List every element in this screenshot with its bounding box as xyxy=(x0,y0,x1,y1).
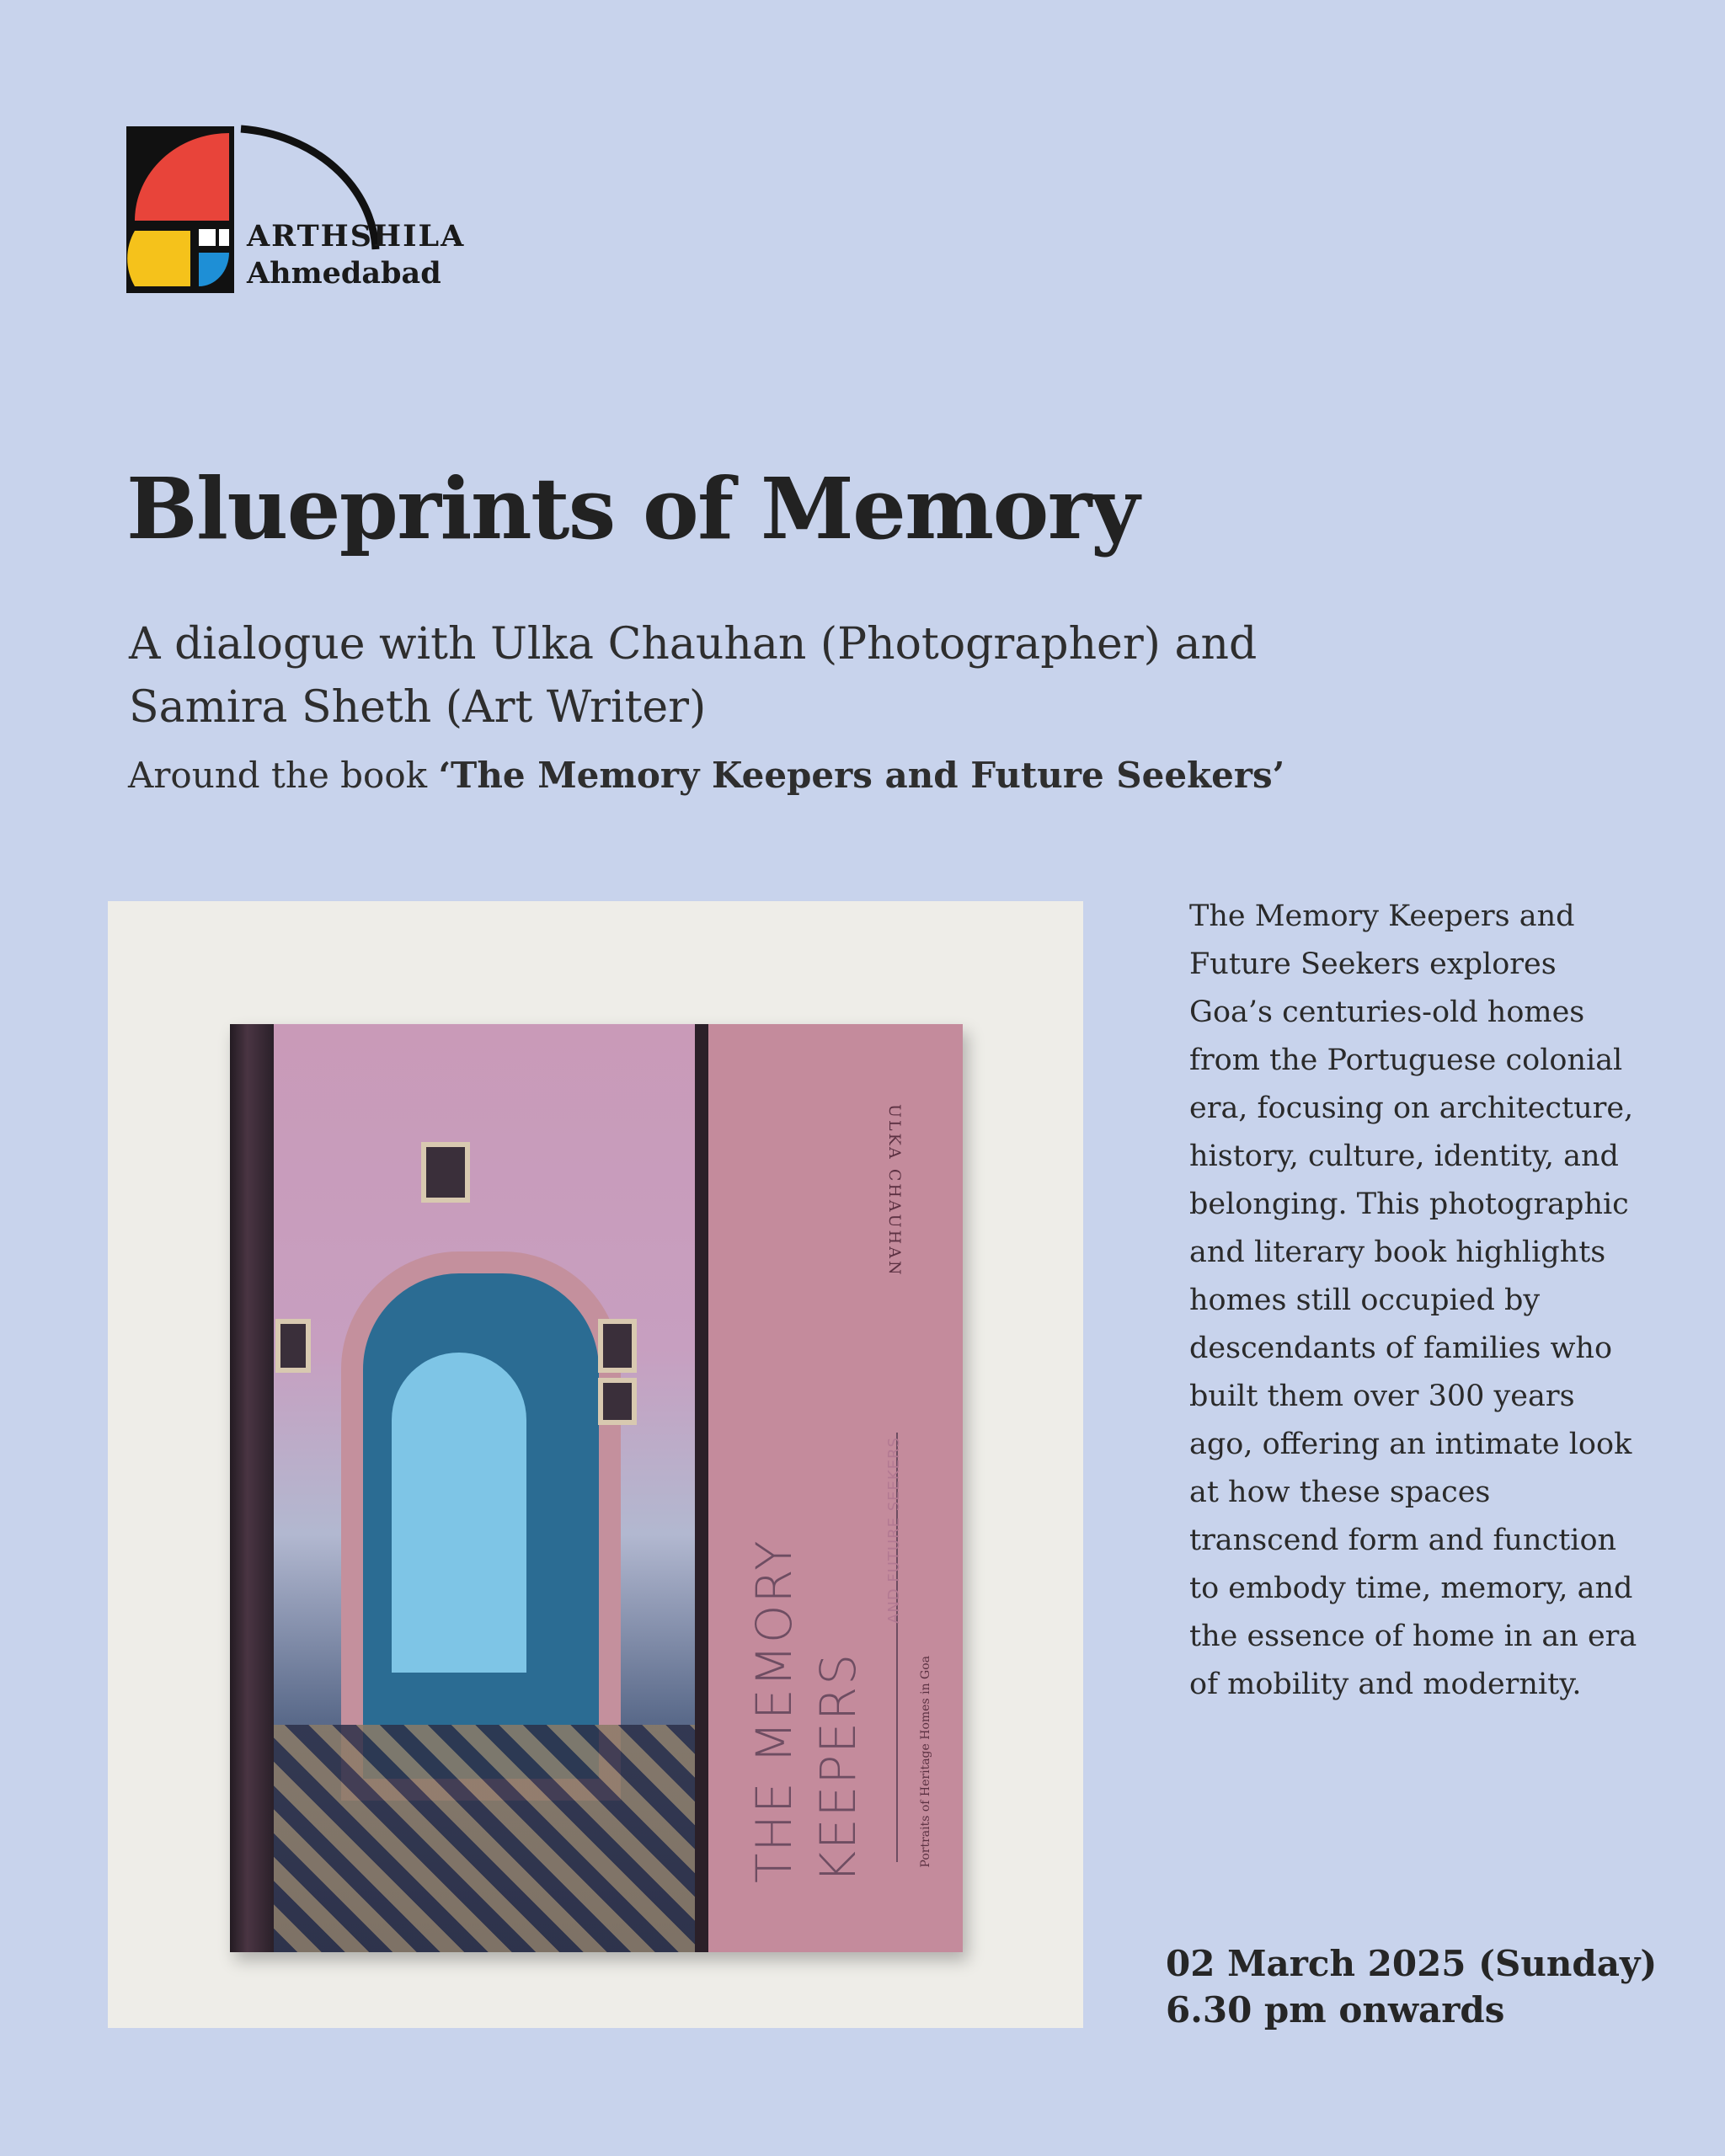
cover-title: THE MEMORY KEEPERS xyxy=(745,1539,867,1883)
event-time: 6.30 pm onwards xyxy=(1166,1989,1505,2031)
event-date: 02 March 2025 (Sunday) xyxy=(1166,1943,1658,1984)
inner-doorway xyxy=(392,1353,526,1673)
wall-portrait xyxy=(598,1378,637,1425)
cover-tagline: Portraits of Heritage Homes in Goa xyxy=(919,1656,932,1868)
event-subtitle: A dialogue with Ulka Chauhan (Photographer) and Samira Sheth (Art Writer) xyxy=(129,619,1258,733)
tiled-floor xyxy=(274,1725,695,1952)
cloth-cover xyxy=(708,1024,963,1952)
book-photo xyxy=(108,901,1083,2028)
logo-name: ARTHSHILA xyxy=(247,219,466,253)
wall-portrait xyxy=(421,1142,470,1203)
book-title: ‘The Memory Keepers and Future Seekers’ xyxy=(438,755,1285,796)
book-spine xyxy=(230,1024,274,1952)
cover-author: ULKA CHAUHAN xyxy=(885,1104,904,1278)
book-object xyxy=(230,1024,963,1952)
logo-city: Ahmedabad xyxy=(247,256,441,291)
cover-subtitle: AND FUTURE SEEKERS xyxy=(885,1437,903,1624)
wall-portrait xyxy=(275,1319,311,1373)
book-hinge xyxy=(695,1024,708,1952)
book-line xyxy=(128,755,1284,796)
book-prefix: Around the book xyxy=(128,755,439,796)
event-title: Blueprints of Memory xyxy=(126,459,1139,558)
arthshila-logo xyxy=(126,125,480,302)
book-cover-photograph xyxy=(274,1024,695,1952)
wall-portrait xyxy=(598,1319,637,1373)
book-description: The Memory Keepers and Future Seekers explores Goa’s centuries-old homes from the Portuguese colonial era, focusing on architecture, history, culture, identity, and belonging. This photographic and literary book highlights homes still occupied by descendants of families who built them over 300 years ago, offering an intimate look at how these spaces transcend form and function to embody time, memory, and the essence of home in an era of mobility and modernity. xyxy=(1189,899,1637,1701)
